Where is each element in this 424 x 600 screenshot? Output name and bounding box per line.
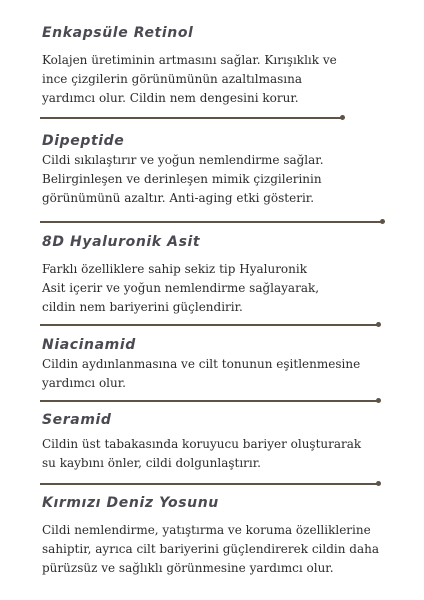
section-dipeptide (42, 132, 392, 208)
section-seramid (42, 411, 392, 473)
section-title: Niacinamid (42, 337, 136, 353)
description-line: Asit içerir ve yoğun nemlendirme sağlayarak, (42, 281, 320, 295)
description-line: Cildi nemlendirme, yatıştırma ve koruma özelliklerine (42, 523, 371, 537)
section-niacinamid (42, 336, 392, 393)
section-title: 8D Hyaluronik Asit (42, 234, 201, 250)
section-title: Enkapsüle Retinol (42, 25, 194, 41)
section-description (42, 151, 392, 208)
description-line: Belirginleşen ve derinleşen mimik çizgilerinin (42, 172, 322, 186)
description-line: görünümünü azaltır. Anti-aging etki gösterir. (42, 191, 315, 205)
section-kirmizi-deniz-yosunu (42, 494, 392, 578)
section-title: Dipeptide (42, 133, 125, 149)
divider-line (40, 400, 378, 402)
description-line: Cildin üst tabakasında koruyucu bariyer oluşturarak (42, 437, 362, 451)
description-line: Farklı özelliklere sahip sekiz tip Hyaluronik (42, 262, 307, 276)
description-line: Cildin aydınlanmasına ve cilt tonunun eşitlenmesine (42, 357, 361, 371)
description-line: cildin nem bariyerini güçlendirir. (42, 300, 243, 314)
section-description (42, 355, 392, 393)
divider-line (40, 324, 378, 326)
description-line: yardımcı olur. Cildin nem dengesini korur. (42, 91, 299, 105)
section-title: Kırmızı Deniz Yosunu (42, 495, 219, 511)
description-line: pürüzsüz ve sağlıklı görünmesine yardımcı olur. (42, 561, 334, 575)
description-line: yardımcı olur. (42, 376, 126, 390)
section-description (42, 51, 392, 108)
description-line: ince çizgilerin görünümünün azaltılmasına (42, 72, 302, 86)
description-line: su kaybını önler, cildi dolgunlaştırır. (42, 456, 261, 470)
section-enkapsule-retinol (42, 24, 392, 108)
description-line: sahiptir, ayrıca cilt bariyerini güçlendirerek cildin daha (42, 542, 380, 556)
divider-line (40, 221, 382, 223)
description-line: Cildi sıkılaştırır ve yoğun nemlendirme sağlar. (42, 153, 324, 167)
section-title: Seramid (42, 412, 112, 428)
section-8d-hyaluronik-asit (42, 233, 392, 317)
description-line: Kolajen üretiminin artmasını sağlar. Kırışıklık ve (42, 53, 337, 67)
section-description (42, 521, 392, 578)
section-description (42, 435, 392, 473)
divider-line (40, 483, 378, 485)
section-description (42, 260, 392, 317)
divider-line (40, 117, 342, 119)
